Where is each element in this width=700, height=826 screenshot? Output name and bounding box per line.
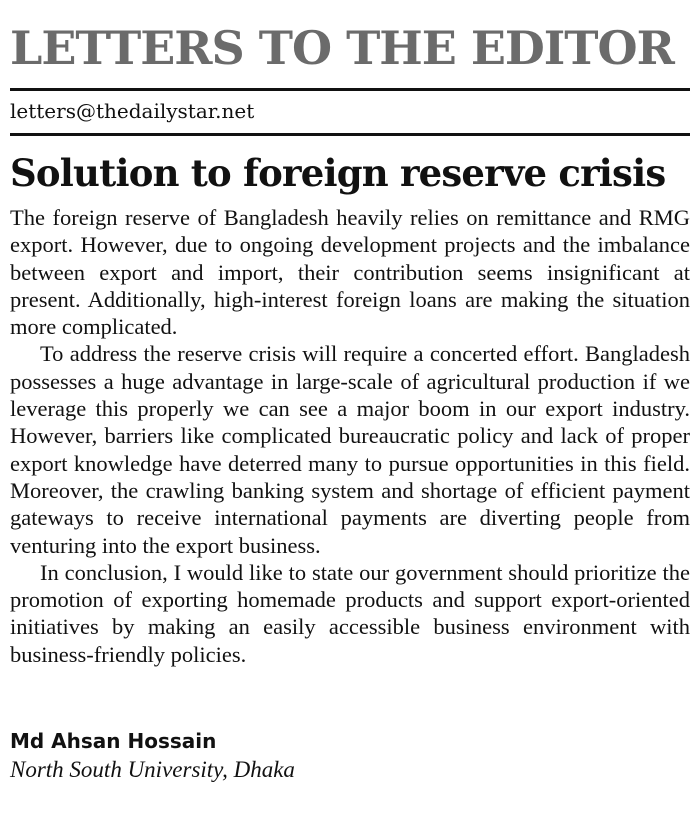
letter-body	[10, 204, 690, 668]
author-name: Md Ahsan Hossain	[10, 729, 217, 753]
letters-page	[10, 0, 690, 826]
letter-headline: Solution to foreign reserve crisis	[10, 151, 666, 195]
letter-paragraph-2: To address the reserve crisis will require a concerted effort. Bangladesh possesses a huge advantage in large-scale of agricultural production if we leverage this properly we can see a major boom in our export industry. However, barriers like complicated bureaucratic policy and lack of proper export knowledge have deterred many to pursue opportunities in this field. Moreover, the crawling banking system and shortage of efficient payment gateways to receive international payments are diverting people from venturing into the export business.	[10, 341, 690, 558]
editor-email: letters@thedailystar.net	[10, 99, 255, 123]
author-affiliation: North South University, Dhaka	[10, 757, 295, 782]
headline-divider	[10, 133, 690, 136]
letter-paragraph-3: In conclusion, I would like to state our government should prioritize the promotion of exporting homemade products and support export-oriented initiatives by making an easily accessible business environment with business-friendly policies.	[10, 559, 690, 667]
letter-signature	[10, 727, 295, 785]
letter-paragraph-1: The foreign reserve of Bangladesh heavily relies on remittance and RMG export. However, due to ongoing development projects and the imbalance between export and import, their contribution seems insignificant at present. Additionally, high-interest foreign loans are making the situation more complicated.	[10, 205, 690, 340]
section-title: LETTERS TO THE EDITOR	[10, 21, 674, 75]
top-divider	[10, 88, 690, 91]
